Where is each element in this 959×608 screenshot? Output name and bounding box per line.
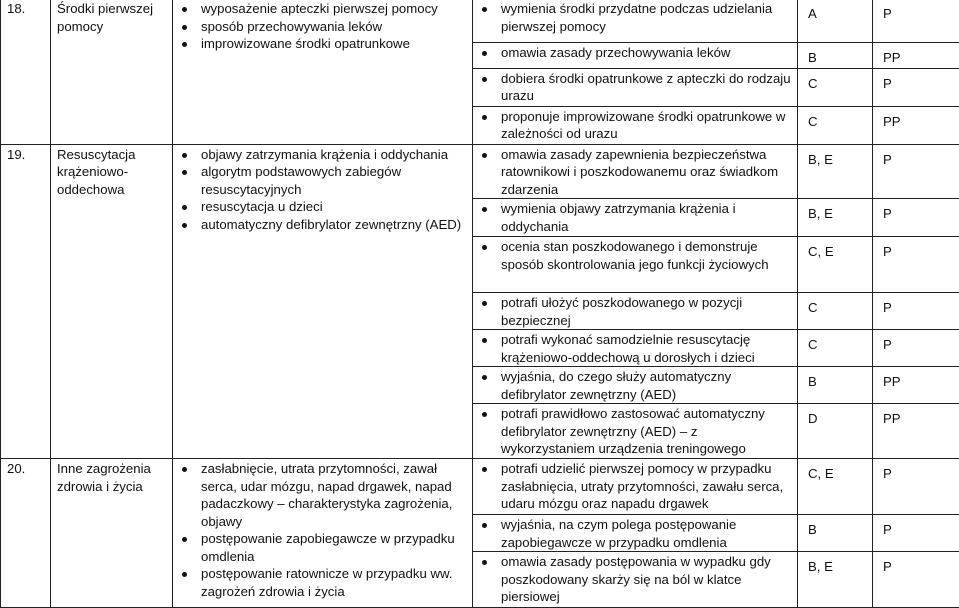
requirement-cell xyxy=(473,144,798,199)
level-cell: PP xyxy=(873,367,959,404)
level-cell: P xyxy=(873,552,959,608)
section-number: 18. xyxy=(1,0,51,144)
requirement-text: potrafi prawidłowo zastosować automatyczny defibrylator zewnętrzny (AED) – z wykorzystaniem urządzenia treningowego xyxy=(477,405,791,458)
level-cell: PP xyxy=(873,106,959,144)
section-content xyxy=(173,459,473,608)
requirement-cell xyxy=(473,43,798,69)
requirement-cell xyxy=(473,552,798,608)
category-cell: A xyxy=(798,0,873,43)
content-item: postępowanie zapobiegawcze w przypadku omdlenia xyxy=(177,530,466,565)
category-cell: B, E xyxy=(798,199,873,237)
content-list xyxy=(177,0,466,53)
level-cell: P xyxy=(873,459,959,515)
level-cell: P xyxy=(873,293,959,330)
table-body xyxy=(1,0,959,608)
requirement-text: potrafi udzielić pierwszej pomocy w przypadku zasłabnięcia, utraty przytomności, zawału serca, udaru mózgu oraz napadu drgawek xyxy=(477,460,791,513)
requirement-text: omawia zasady postępowania w wypadku gdy poszkodowany skarży się na ból w klatce piersiowej xyxy=(477,553,791,606)
content-item: algorytm podstawowych zabiegów resuscytacyjnych xyxy=(177,163,466,198)
category-cell: B, E xyxy=(798,144,873,199)
content-item: objawy zatrzymania krążenia i oddychania xyxy=(177,146,466,164)
content-item: postępowanie ratownicze w przypadku ww. zagrożeń zdrowia i życia xyxy=(177,565,466,600)
requirement-text: dobiera środki opatrunkowe z apteczki do rodzaju urazu xyxy=(477,70,791,105)
level-cell: P xyxy=(873,199,959,237)
category-cell: D xyxy=(798,404,873,459)
table-row xyxy=(1,144,959,199)
requirement-text: ocenia stan poszkodowanego i demonstruje sposób skontrolowania jego funkcji życiowych xyxy=(477,238,791,273)
level-cell: PP xyxy=(873,404,959,459)
level-cell: P xyxy=(873,330,959,367)
content-list xyxy=(177,460,466,600)
content-item: automatyczny defibrylator zewnętrzny (AED) xyxy=(177,216,466,234)
requirement-cell xyxy=(473,330,798,367)
level-cell: P xyxy=(873,144,959,199)
section-topic: Resuscytacja krążeniowo-oddechowa xyxy=(51,144,173,459)
table-row xyxy=(1,0,959,43)
requirement-cell xyxy=(473,515,798,552)
category-cell: B xyxy=(798,43,873,69)
requirement-cell xyxy=(473,404,798,459)
content-item: improwizowane środki opatrunkowe xyxy=(177,35,466,53)
content-item: sposób przechowywania leków xyxy=(177,18,466,36)
requirement-text: wymienia środki przydatne podczas udzielania pierwszej pomocy xyxy=(477,0,791,35)
content-item: resuscytacja u dzieci xyxy=(177,198,466,216)
content-list xyxy=(177,146,466,234)
section-number: 19. xyxy=(1,144,51,459)
section-content xyxy=(173,0,473,144)
content-item: wyposażenie apteczki pierwszej pomocy xyxy=(177,0,466,18)
requirement-text: omawia zasady przechowywania leków xyxy=(477,44,791,62)
category-cell: B xyxy=(798,515,873,552)
category-cell: B xyxy=(798,367,873,404)
level-cell: P xyxy=(873,515,959,552)
requirement-text: wyjaśnia, do czego służy automatyczny defibrylator zewnętrzny (AED) xyxy=(477,368,791,403)
requirement-cell xyxy=(473,68,798,106)
level-cell: P xyxy=(873,68,959,106)
requirement-cell xyxy=(473,459,798,515)
requirement-text: wymienia objawy zatrzymania krążenia i oddychania xyxy=(477,200,791,235)
level-cell: PP xyxy=(873,43,959,69)
category-cell: B, E xyxy=(798,552,873,608)
section-number: 20. xyxy=(1,459,51,608)
requirement-cell xyxy=(473,293,798,330)
section-topic: Środki pierwszej pomocy xyxy=(51,0,173,144)
section-content xyxy=(173,144,473,459)
category-cell: C xyxy=(798,68,873,106)
requirement-text: omawia zasady zapewnienia bezpieczeństwa ratownikowi i poszkodowanemu oraz świadkom zdarzenia xyxy=(477,146,791,199)
level-cell: P xyxy=(873,0,959,43)
level-cell: P xyxy=(873,237,959,293)
section-topic: Inne zagrożenia zdrowia i życia xyxy=(51,459,173,608)
requirement-text: proponuje improwizowane środki opatrunkowe w zależności od urazu xyxy=(477,108,791,143)
content-item: zasłabnięcie, utrata przytomności, zawał serca, udar mózgu, napad drgawek, napad padaczkowy – charakterystyka zagrożenia, objawy xyxy=(177,460,466,530)
requirement-cell xyxy=(473,0,798,43)
category-cell: C xyxy=(798,106,873,144)
requirement-text: potrafi wykonać samodzielnie resuscytację krążeniowo-oddechową u dorosłych i dzieci xyxy=(477,331,791,366)
requirement-cell xyxy=(473,106,798,144)
category-cell: C xyxy=(798,293,873,330)
table-row xyxy=(1,459,959,515)
requirement-text: potrafi ułożyć poszkodowanego w pozycji bezpiecznej xyxy=(477,294,791,329)
requirement-text: wyjaśnia, na czym polega postępowanie zapobiegawcze w przypadku omdlenia xyxy=(477,516,791,551)
requirement-cell xyxy=(473,199,798,237)
category-cell: C xyxy=(798,330,873,367)
requirement-cell xyxy=(473,367,798,404)
category-cell: C, E xyxy=(798,237,873,293)
category-cell: C, E xyxy=(798,459,873,515)
requirement-cell xyxy=(473,237,798,293)
